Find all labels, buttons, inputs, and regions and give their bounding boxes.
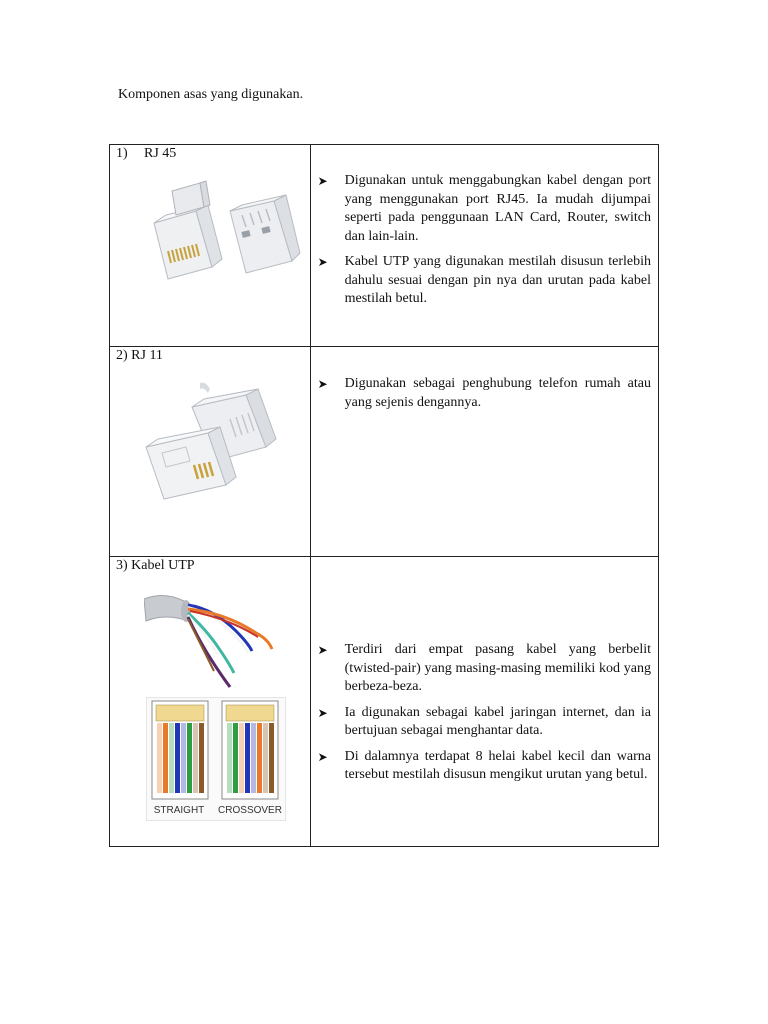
rj11-connector-image (136, 381, 282, 505)
arrowhead-bullet-icon: ➤ (317, 643, 328, 657)
straight-connector (152, 701, 208, 799)
crossover-connector (222, 701, 278, 799)
table-row-rj45 (110, 145, 659, 347)
description-cell (310, 557, 658, 847)
crossover-label: CROSSOVER (218, 805, 282, 816)
arrowhead-bullet-icon: ➤ (317, 377, 328, 391)
arrowhead-bullet-icon: ➤ (317, 705, 328, 720)
list-item: ➤ Digunakan untuk menggabungkan kabel dengan port yang menggunakan port RJ45. Ia mudah dijumpai seperti pada penggunaan LAN Card, Router, switch dan lain-lain. (317, 173, 651, 244)
label-cell (110, 145, 311, 347)
list-item: ➤ Digunakan sebagai penghubung telefon rumah atau yang sejenis dengannya. (317, 376, 651, 410)
description-cell (310, 347, 658, 557)
bullet-list (318, 375, 651, 419)
list-item: ➤ Kabel UTP yang digunakan mestilah disusun terlebih dahulu sesuai dengan pin nya dan urutan pada kabel mestilah betul. (317, 254, 651, 306)
label-cell (110, 557, 311, 847)
row-title: 2) RJ 11 (116, 348, 163, 363)
label-cell (110, 347, 311, 557)
row-label (116, 146, 176, 162)
arrowhead-bullet-icon: ➤ (317, 749, 328, 764)
table-row-kabel-utp (110, 557, 659, 847)
components-table (109, 144, 659, 847)
row-title: RJ 45 (144, 146, 177, 161)
row-title: 3) Kabel UTP (116, 558, 195, 573)
bullet-list (318, 172, 651, 316)
utp-cable-image (144, 591, 284, 691)
straight-crossover-diagram (146, 697, 286, 821)
table-row-rj11 (110, 347, 659, 557)
list-item: ➤ Terdiri dari empat pasang kabel yang berbelit (twisted-pair) yang masing-masing memiliki kod yang berbeza-beza. (317, 642, 651, 694)
straight-label: STRAIGHT (153, 805, 205, 816)
bullet-list (318, 641, 651, 792)
list-item: ➤ Ia digunakan sebagai kabel jaringan internet, dan ia bertujuan sebagai menghantar data. (317, 704, 651, 738)
description-cell (310, 145, 658, 347)
arrowhead-bullet-icon: ➤ (317, 255, 328, 269)
row-number: 1) (116, 146, 128, 161)
intro-text: Komponen asas yang digunakan. (118, 87, 304, 102)
arrowhead-bullet-icon: ➤ (317, 174, 328, 188)
list-item: ➤ Di dalamnya terdapat 8 helai kabel kecil dan warna tersebut mestilah disusun mengikut urutan yang betul. (317, 748, 651, 782)
rj45-connector-image (142, 171, 302, 289)
